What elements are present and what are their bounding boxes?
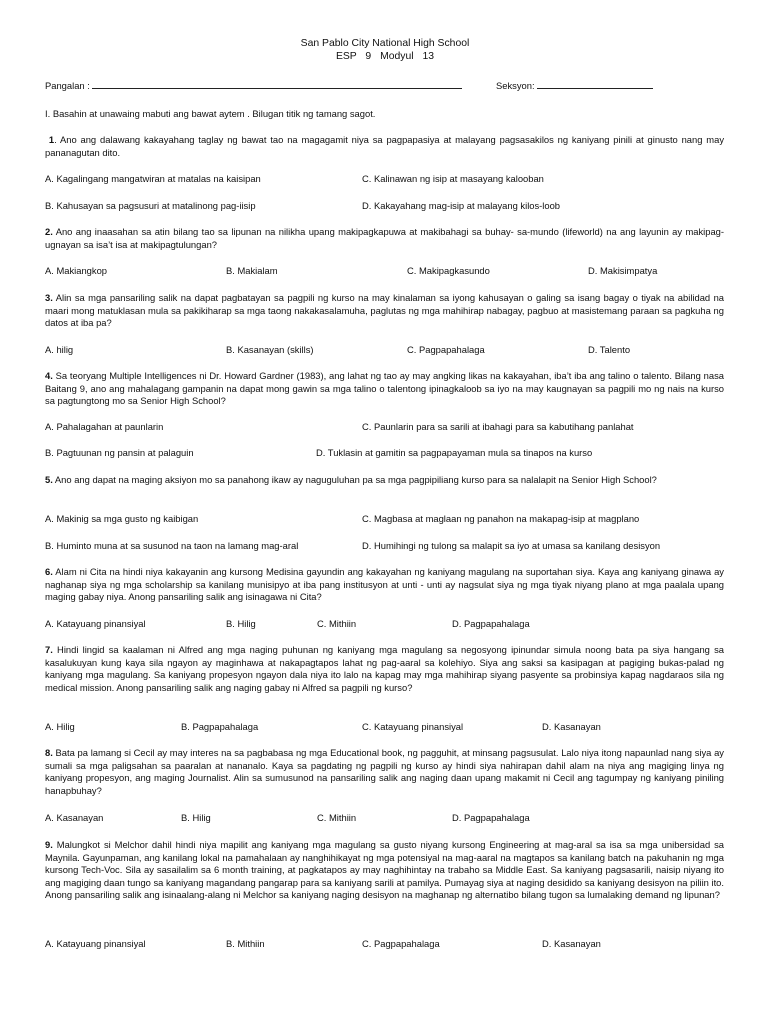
- option-b[interactable]: B. Hilig: [181, 812, 211, 823]
- question-number: 3.: [45, 292, 53, 303]
- section-label: Seksyon:: [496, 80, 535, 91]
- option-c[interactable]: C. Mithiin: [317, 812, 357, 823]
- option-c[interactable]: C. Makipagkasundo: [407, 265, 490, 276]
- question-text: Ano ang dapat na maging aksiyon mo sa panahong ikaw ay naguguluhan pa sa mga pagpipiliang kurso para sa nalalapit na Senior High School?: [54, 474, 657, 485]
- option-d[interactable]: D. Tuklasin at gamitin sa pagpapayaman mula sa tinapos na kurso: [316, 447, 593, 458]
- question-text: Alam ni Cita na hindi niya kakayanin ang kursong Medisina gayundin ang kakayahan ng kaniyang magulang na suportahan siya. Kaya ang kaniyang ginawa ay naghanap siya ng mga scholarship sa kanilang munisipyo at iba pang institusyon at unti - unti ay nagsulat siya ng mga tiyak niyang plano at mga paalala upang maging gabay niya. Anong pansariling salik ang isinagawa ni Cita?: [45, 566, 724, 603]
- question-text: Malungkot si Melchor dahil hindi niya mapilit ang kaniyang mga magulang sa gusto niyang kursong Engineering at mag-aral sa isa sa mga unibersidad sa Maynila. Gayunpaman, ang kanilang lokal na pamahalaan ay nanghihikayat ng mga potensiyal na mag-aaral na magtapos sa kanilang batch na pakuhanin ng mga kursong Tech-Voc. Sila ay sasailalim sa 6 month training, at pagkatapos ay may naghihintay na trabaho sa Middle East. Sa kaniyang pagsasarili, naisip niyang ito ang magiging daan tungo sa kaniyang magandang pangarap para sa kaniyang sarili at pamilya. Pumayag siya at naging desidido sa kaniyang desisyon na piliin ito. Anong pansariling salik ang isinaalang-alang ni Melchor sa kaniyang naging desisyon na maghanap ng alternatibo bilang tugon sa lumalaking demand ng lipunan?: [45, 839, 725, 901]
- option-d[interactable]: D. Talento: [588, 344, 631, 355]
- section-field[interactable]: [496, 79, 653, 91]
- option-c[interactable]: C. Kalinawan ng isip at masayang kalooban: [362, 173, 544, 184]
- option-c[interactable]: C. Pagpapahalaga: [362, 938, 440, 949]
- name-label: Pangalan :: [45, 80, 90, 91]
- question-number: 8.: [45, 747, 53, 758]
- question-number: 9.: [45, 839, 53, 850]
- option-a[interactable]: A. hilig: [45, 344, 74, 355]
- option-c[interactable]: C. Magbasa at maglaan ng panahon na makapag-isip at magplano: [362, 513, 640, 524]
- option-d[interactable]: D. Humihingi ng tulong sa malapit sa iyo at umasa sa kanilang desisyon: [362, 540, 661, 551]
- option-a[interactable]: A. Makiangkop: [45, 265, 108, 276]
- instruction: I. Basahin at unawaing mabuti ang bawat aytem . Bilugan titik ng tamang sagot.: [45, 108, 376, 119]
- option-b[interactable]: B. Mithiin: [226, 938, 265, 949]
- question-text: Alin sa mga pansariling salik na dapat pagbatayan sa pagpili ng kurso na may kinalaman sa iyong kahusayan o galing sa isang bagay o tiyak na abilidad na maari mong matuklasan mula sa pakikiharap sa mga taong nakakasalamuha, paglutas ng mga mahihirap nabagay, pagbuo at masistemang paraan sa pagkuha ng datos at iba pa?: [45, 292, 724, 329]
- question-number: 7.: [45, 644, 53, 655]
- subject-module: ESP 9 Modyul 13: [335, 51, 435, 62]
- question-9: [45, 839, 724, 902]
- option-d[interactable]: D. Pagpapahalaga: [452, 812, 530, 823]
- question-3: [45, 292, 724, 330]
- name-blank-line[interactable]: [92, 79, 462, 89]
- option-a[interactable]: A. Katayuang pinansiyal: [45, 618, 146, 629]
- option-b[interactable]: B. Pagpapahalaga: [181, 721, 259, 732]
- option-d[interactable]: D. Kasanayan: [542, 721, 601, 732]
- question-4: [45, 370, 724, 408]
- option-a[interactable]: A. Katayuang pinansiyal: [45, 938, 146, 949]
- question-text: Sa teoryang Multiple Intelligences ni Dr. Howard Gardner (1983), ang lahat ng tao ay may angking likas na kakayahan, iba’t iba ang talino o talento. Bilang nasa Baitang 9, ano ang mahalagang gampanin na dapat mong gawin sa mga talino o talentong ipinagkaloob sa iyo na may kaugnayan sa pagpili mo ng nais na kurso sa pagtungtong mo sa Senior High School?: [45, 370, 725, 407]
- question-text: Hindi lingid sa kaalaman ni Alfred ang mga naging puhunan ng kaniyang mga magulang sa negosyong ipinundar simula noong bata pa siya hangang sa kasalukuyan kung kaya sila ngayon ay maginhawa at nakapagtapos lahat ng pag-aaral sa kolehiyo. Siya ang saksi sa kasipagan at pagiging bukas-palad ng kaniyang mga magulang. Sa kaniyang propesyon ngayon dala niya ito lalo na kapag may mga mahihirap siyang pasyente sa probinsiya kapag nagdaraos sila ng medical mission. Anong pansariling salik ang naging gabay ni Alfred sa pagpili ng kurso?: [45, 644, 724, 693]
- option-d[interactable]: D. Kasanayan: [542, 938, 601, 949]
- question-7: [45, 644, 724, 694]
- option-a[interactable]: A. Kagalingang mangatwiran at matalas na kaisipan: [45, 173, 261, 184]
- worksheet-page: [45, 0, 725, 1024]
- question-number: 5.: [45, 474, 53, 485]
- option-b[interactable]: B. Kahusayan sa pagsusuri at matalinong pag-iisip: [45, 200, 256, 211]
- school-name: San Pablo City National High School: [300, 38, 470, 49]
- option-a[interactable]: A. Pahalagahan at paunlarin: [45, 421, 164, 432]
- option-d[interactable]: D. Pagpapahalaga: [452, 618, 530, 629]
- question-2: [45, 226, 724, 251]
- question-number: 2.: [45, 226, 53, 237]
- option-c[interactable]: C. Pagpapahalaga: [407, 344, 485, 355]
- question-5: [45, 474, 724, 487]
- question-number: 6.: [45, 566, 53, 577]
- question-number: 1: [48, 134, 55, 145]
- option-b[interactable]: B. Pagtuunan ng pansin at palaguin: [45, 447, 194, 458]
- question-6: [45, 566, 724, 604]
- option-d[interactable]: D. Makisimpatya: [588, 265, 658, 276]
- question-text: Ano ang inaasahan sa atin bilang tao sa lipunan na nilikha upang makipagkapuwa at makibahagi sa buhay- sa-mundo (lifeworld) na ang layunin ay makipag-ugnayan sa isa’t isa at makipagtulungan?: [45, 226, 725, 250]
- option-b[interactable]: B. Huminto muna at sa susunod na taon na lamang mag-aral: [45, 540, 299, 551]
- option-c[interactable]: C. Katayuang pinansiyal: [362, 721, 464, 732]
- option-b[interactable]: B. Hilig: [226, 618, 256, 629]
- option-a[interactable]: A. Hilig: [45, 721, 75, 732]
- section-blank-line[interactable]: [537, 79, 653, 89]
- question-text: Bata pa lamang si Cecil ay may interes na sa pagbabasa ng mga Educational book, ng pagguhit, at minsang pagsusulat. Lalo niya itong napaunlad nang siya ay sumali sa mga paligsahan sa paaralan at nananalo. Kaya sa pagdating ng pagpili ng kurso ay hindi siya nahirapan dahil alam na niya ang magiging linya ng kaniyang propesyon, ang maging Journalist. Alin sa sumusunod na pansariling salik ang naging daan upang makamit ni Cecil ang tagumpay ng kaniyang piniling hanapbuhay?: [45, 747, 724, 796]
- option-a[interactable]: A. Makinig sa mga gusto ng kaibigan: [45, 513, 199, 524]
- question-number: 4.: [45, 370, 53, 381]
- option-c[interactable]: C. Paunlarin para sa sarili at ibahagi para sa kabutihang panlahat: [362, 421, 634, 432]
- question-1: [45, 134, 724, 159]
- option-b[interactable]: B. Makialam: [226, 265, 278, 276]
- option-b[interactable]: B. Kasanayan (skills): [226, 344, 314, 355]
- question-8: [45, 747, 724, 797]
- question-text: . Ano ang dalawang kakayahang taglay ng bawat tao na magagamit niya sa pagpapasiya at malayang pagsasakilos ng kaniyang pinili at ginusto nang may pananagutan dito.: [45, 134, 725, 158]
- option-c[interactable]: C. Mithiin: [317, 618, 357, 629]
- option-d[interactable]: D. Kakayahang mag-isip at malayang kilos-loob: [362, 200, 561, 211]
- name-field[interactable]: [45, 79, 462, 91]
- option-a[interactable]: A. Kasanayan: [45, 812, 104, 823]
